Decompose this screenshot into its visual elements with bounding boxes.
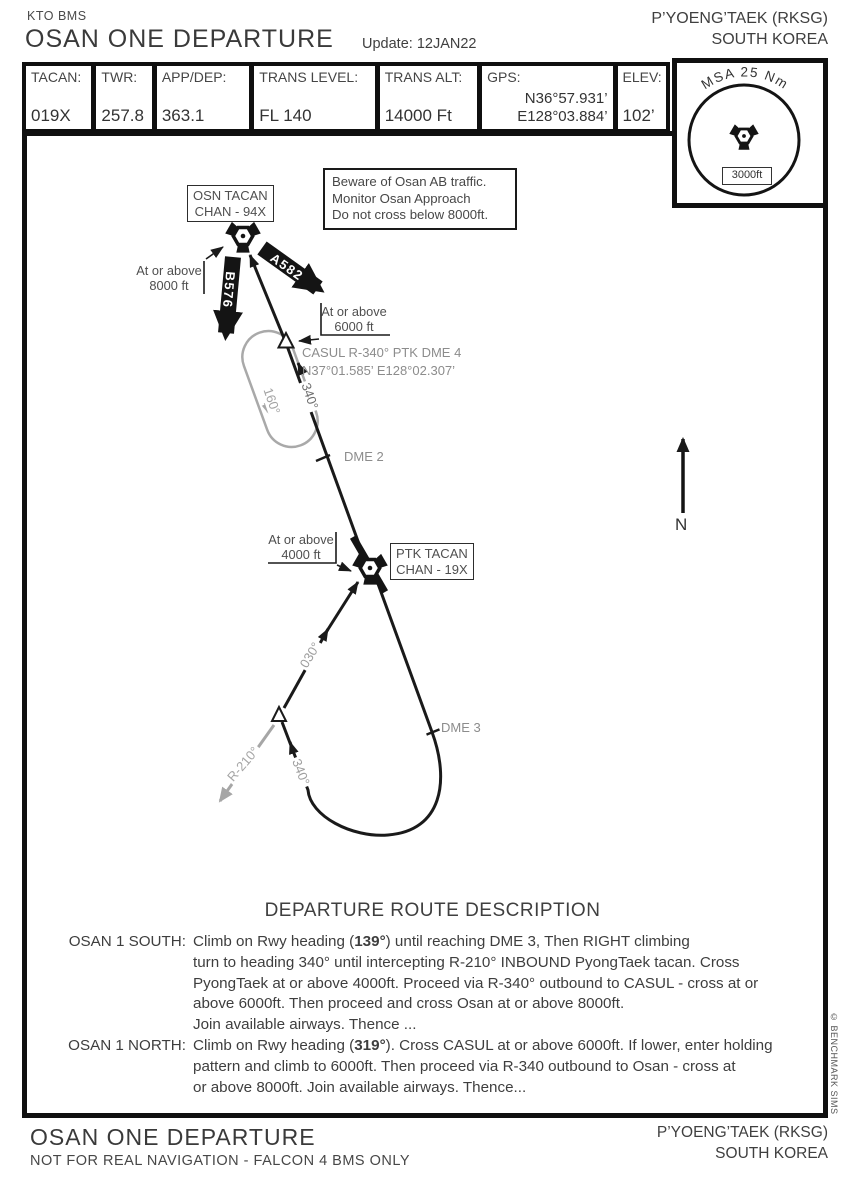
dme2-label: DME 2 — [344, 449, 384, 464]
route-row — [60, 932, 805, 1036]
frequency-info-table — [22, 62, 670, 133]
info-label: GPS: — [487, 69, 521, 85]
info-label: TWR: — [101, 69, 138, 85]
altitude-note-line: At or above — [321, 304, 387, 319]
footer-title: OSAN ONE DEPARTURE — [30, 1124, 316, 1150]
warning-line: Beware of Osan AB traffic. — [332, 174, 487, 189]
airway-a582-label: A582 — [267, 250, 307, 284]
ptk-tacan-symbol — [352, 554, 388, 585]
route-text-line: Join available airways. Thence ... — [193, 1016, 417, 1034]
ptk-tacan-label-box — [390, 543, 474, 580]
warning-line: Monitor Osan Approach — [332, 190, 471, 206]
msa-tacan-symbol — [729, 124, 758, 149]
osn-tacan-symbol — [225, 222, 261, 253]
info-cell-twr — [96, 66, 151, 129]
route-name-label: OSAN 1 NORTH: — [68, 1036, 186, 1054]
info-cell-elev — [618, 66, 666, 129]
route-name-label: OSAN 1 SOUTH: — [68, 933, 186, 950]
info-value: 102’ — [622, 106, 655, 125]
traffic-warning-box — [323, 168, 517, 230]
route-text-line: above 6000ft. Then proceed and cross Osan at or above 8000ft. — [193, 995, 625, 1013]
msa-arc-label: MSA 25 Nm — [698, 64, 792, 93]
copyright-notice: © BENCHMARK SIMS — [829, 1012, 839, 1115]
holding-inbound-course: 160° — [260, 385, 284, 417]
update-date: Update: 12JAN22 — [362, 36, 477, 52]
gps-latitude: N36°57.931’ — [524, 90, 608, 107]
footer-airport-country: SOUTH KOREA — [715, 1145, 828, 1162]
altitude-note-line: 6000 ft — [334, 318, 374, 334]
casul-fix-note — [302, 344, 461, 380]
info-value: 14000 Ft — [384, 106, 452, 125]
page-title: OSAN ONE DEPARTURE — [25, 25, 334, 53]
airway-b576-label: B576 — [219, 270, 239, 310]
casul-fix-name: CASUL R-340° PTK DME 4 — [302, 345, 462, 360]
gps-longitude: E128°03.884’ — [517, 108, 608, 125]
info-label: ELEV: — [622, 69, 662, 85]
route-text-line: turn to heading 340° until intercepting R-210° INBOUND PyongTaek tacan. Cross — [193, 953, 740, 971]
route-text — [193, 932, 758, 1036]
info-value: 019X — [31, 106, 71, 125]
navaid-name: PTK TACAN — [396, 546, 468, 561]
casul-fix-coords: N37°01.585’ E128°02.307’ — [302, 363, 456, 378]
route-description-rows — [60, 932, 805, 1098]
footer-airport-block — [657, 1122, 828, 1164]
altitude-note-casul — [318, 305, 390, 334]
info-label: TRANS ALT: — [384, 69, 463, 85]
altitude-note-ptk — [264, 533, 338, 562]
info-label: TRANS LEVEL: — [259, 69, 359, 85]
navaid-channel: CHAN - 19X — [396, 561, 468, 577]
navaid-channel: CHAN - 94X — [194, 203, 267, 219]
altitude-note-line: At or above — [136, 263, 202, 278]
info-label: APP/DEP: — [161, 69, 227, 85]
dme3-label: DME 3 — [441, 720, 481, 735]
info-cell-appdep — [157, 66, 249, 129]
info-cell-trans-level — [254, 66, 374, 129]
navaid-name: OSN TACAN — [193, 188, 268, 203]
leg-030-course: 030° — [296, 639, 324, 671]
msa-altitude: 3000ft — [722, 167, 772, 185]
header-airport-block — [651, 8, 828, 50]
radial-210-label: R-210° — [224, 743, 262, 785]
altitude-note-osn — [131, 264, 207, 293]
route-text-line: Climb on Rwy heading (319°). Cross CASUL at or above 6000ft. If lower, enter holding — [193, 1036, 773, 1054]
info-cell-gps — [482, 66, 612, 129]
gps-coordinates — [487, 90, 607, 126]
svg-text:MSA 25 Nm — [699, 64, 792, 92]
route-text-line: Climb on Rwy heading (139°) until reaching DME 3, Then RIGHT climbing — [193, 933, 690, 950]
altitude-note-line: 4000 ft — [281, 546, 321, 562]
info-label: TACAN: — [31, 69, 82, 85]
footer-airport-name: P’YOENG’TAEK (RKSG) — [656, 1124, 828, 1141]
altitude-note-line: At or above — [268, 532, 334, 547]
route-text-line: or above 8000ft. Join available airways. Thence... — [193, 1078, 527, 1096]
info-cell-trans-alt — [380, 66, 477, 129]
msa-box — [672, 58, 828, 208]
route-text-line: pattern and climb to 6000ft. Then proceed via R-340 outbound to Osan - cross at — [193, 1057, 736, 1075]
info-value: 257.8 — [101, 106, 144, 125]
turn-fix-triangle — [272, 707, 286, 721]
info-value: 363.1 — [161, 106, 205, 125]
footer-disclaimer: NOT FOR REAL NAVIGATION - FALCON 4 BMS ONLY — [30, 1153, 411, 1169]
chart-series-code: KTO BMS — [27, 9, 87, 23]
route-row — [60, 1036, 805, 1098]
departure-route-description — [60, 900, 805, 1098]
route-text — [193, 1036, 773, 1098]
departure-loop — [282, 581, 441, 835]
north-label: N — [675, 515, 688, 534]
airport-country: SOUTH KOREA — [711, 31, 828, 48]
leg-340-course: 340° — [289, 756, 313, 788]
description-heading: DEPARTURE ROUTE DESCRIPTION — [264, 900, 601, 921]
airport-name: P’YOENG’TAEK (RKSG) — [651, 10, 828, 27]
osn-tacan-label-box — [187, 185, 274, 222]
route-text-line: PyongTaek at or above 4000ft. Proceed via R-340° outbound to CASUL - cross at or — [193, 974, 759, 992]
info-value: FL 140 — [259, 106, 312, 125]
altitude-note-line: 8000 ft — [149, 277, 189, 293]
warning-line: Do not cross below 8000ft. — [332, 207, 489, 222]
holding-outbound-course: 340° — [298, 380, 322, 412]
info-cell-tacan — [26, 66, 91, 129]
